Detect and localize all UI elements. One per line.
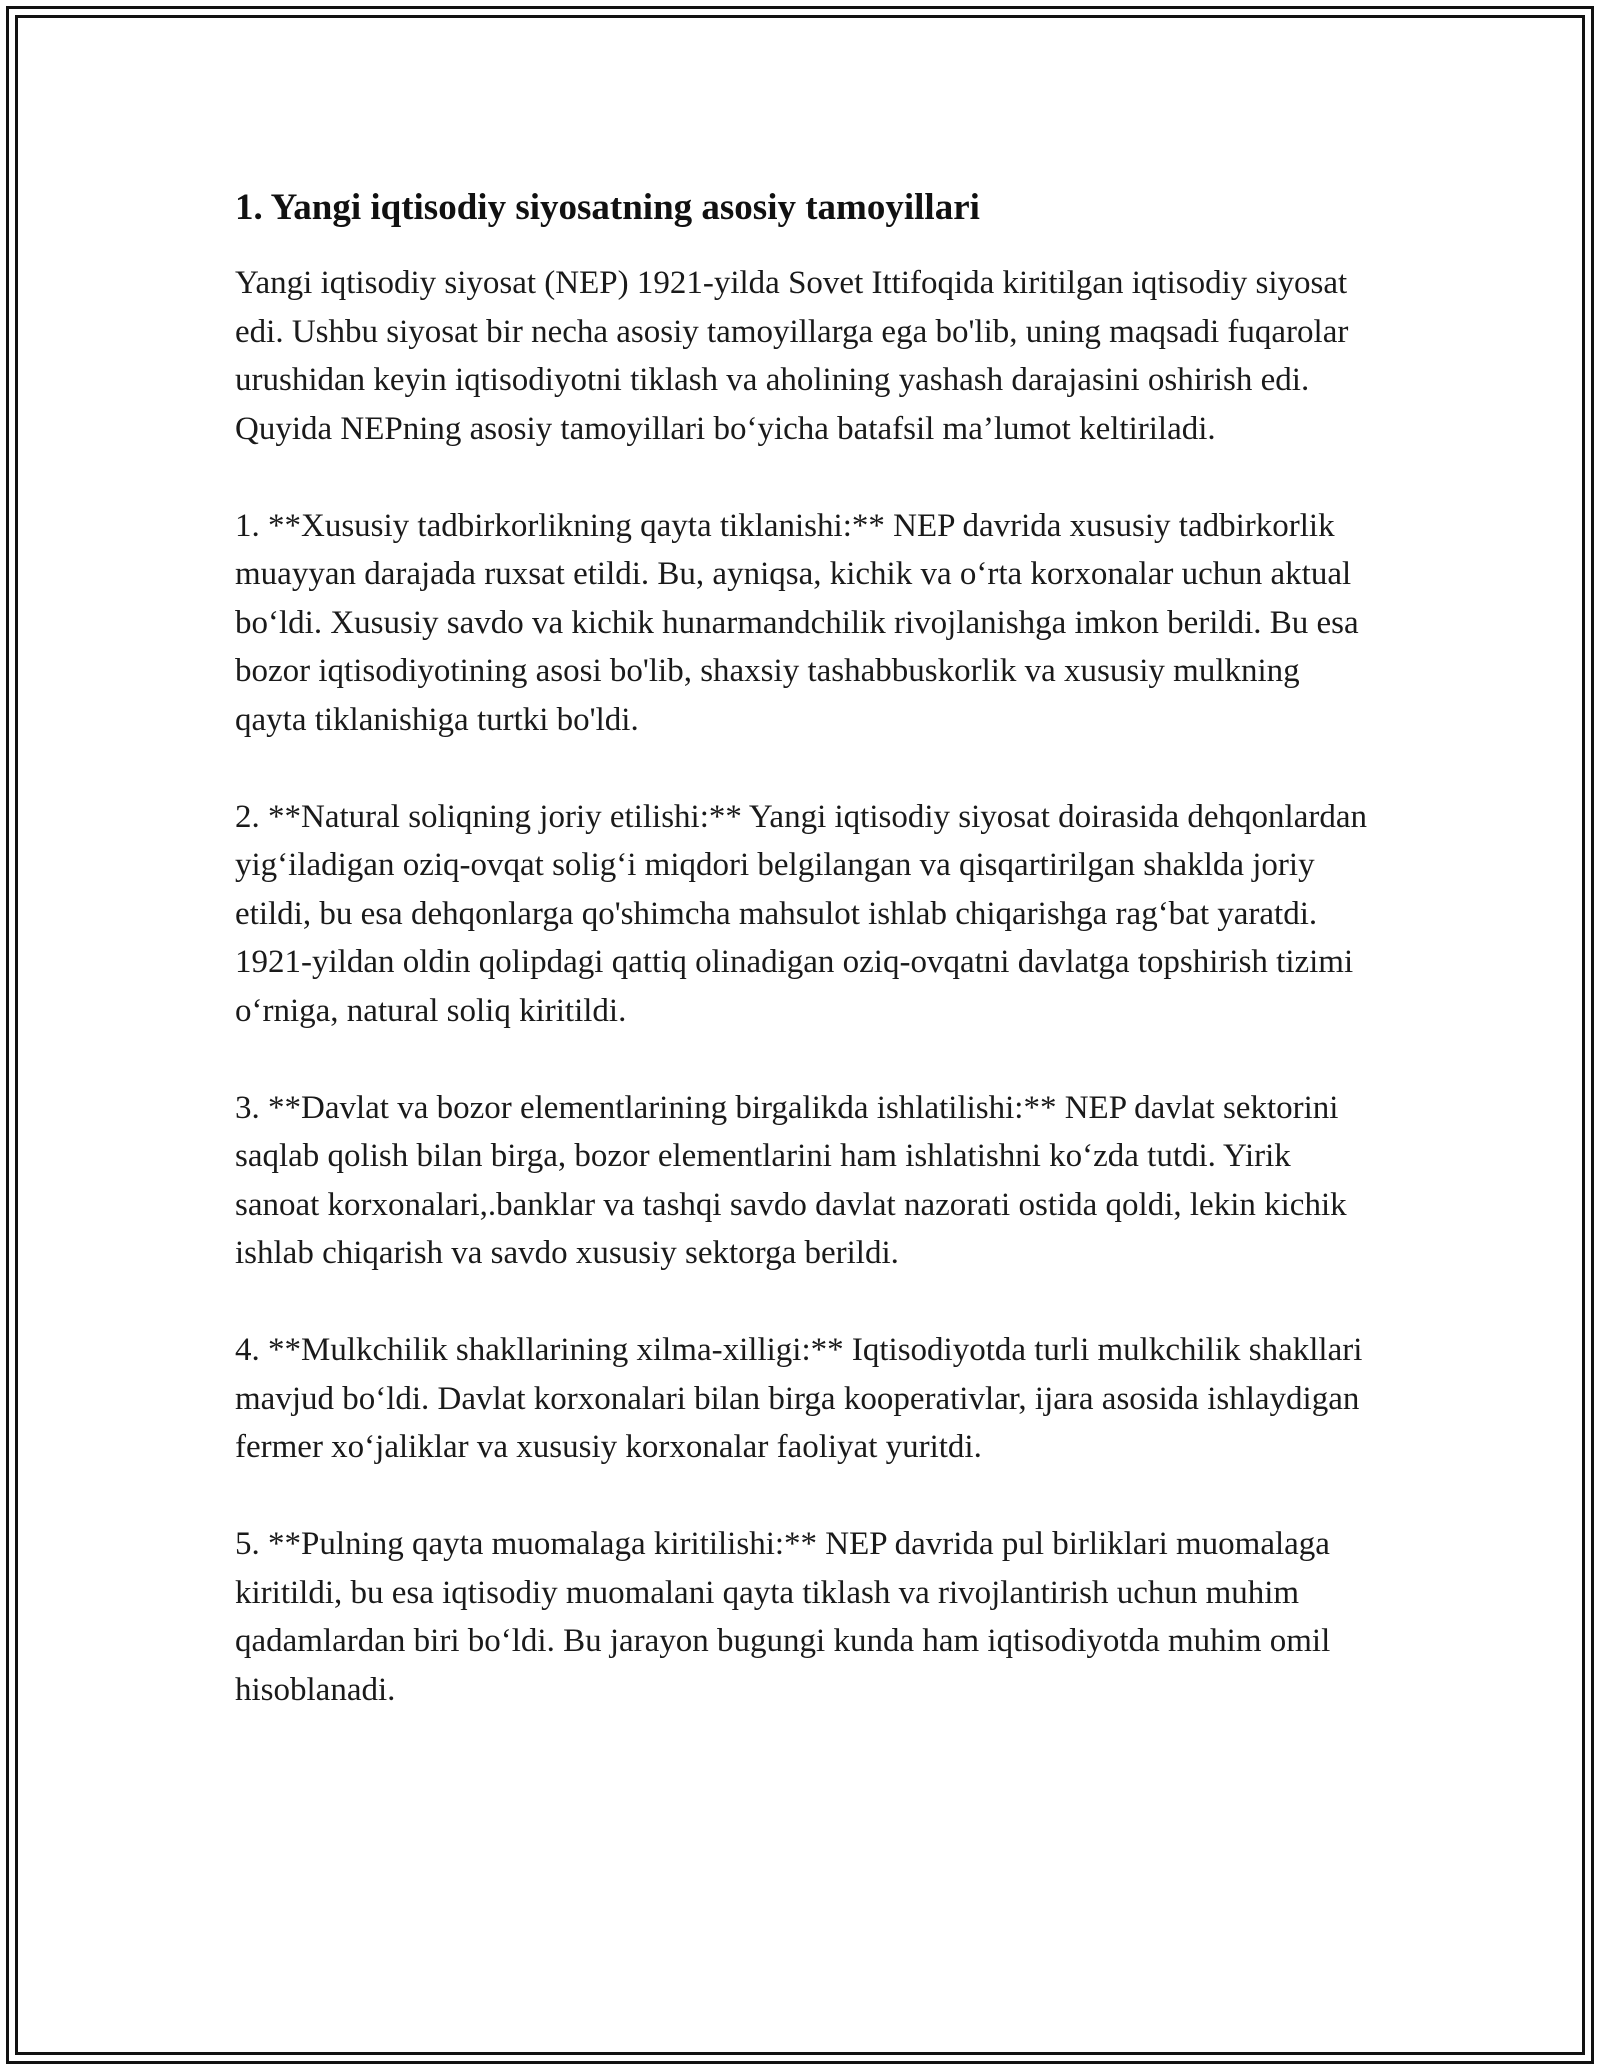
- intro-paragraph: Yangi iqtisodiy siyosat (NEP) 1921-yilda Sovet Ittifoqida kiritilgan iqtisodiy siyosat edi. Ushbu siyosat bir necha asosiy tamoyillarga ega bo'lib, uning maqsadi fuqarolar urushidan keyin iqtisodiyotni tiklash va aholining yashash darajasini oshirish edi. Quyida NEPning asosiy tamoyillari bo‘yicha batafsil ma’lumot keltiriladi.: [235, 265, 1349, 447]
- page-title: 1. Yangi iqtisodiy siyosatning asosiy tamoyillari: [235, 187, 980, 228]
- principle-2-paragraph: 2. **Natural soliqning joriy etilishi:** Yangi iqtisodiy siyosat doirasida dehqonlardan yig‘iladigan oziq-ovqat solig‘i miqdori belgilangan va qisqartirilgan shaklda joriy etildi, bu esa dehqonlarga qo'shimcha mahsulot ishlab chiqarishga rag‘bat yaratdi. 1921-yildan oldin qolipdagi qattiq olinadigan oziq-ovqatni davlatga topshirish tizimi o‘rniga, natural soliq kiritildi.: [235, 798, 1367, 1029]
- principle-3-paragraph: 3. **Davlat va bozor elementlarining birgalikda ishlatilishi:** NEP davlat sektorini saqlab qolish bilan birga, bozor elementlarini ham ishlatishni ko‘zda tutdi. Yirik sanoat korxonalari,.banklar va tashqi savdo davlat nazorati ostida qoldi, lekin kichik ishlab chiqarish va savdo xususiy sektorga berildi.: [235, 1089, 1347, 1271]
- principle-1-paragraph: 1. **Xususiy tadbirkorlikning qayta tiklanishi:** NEP davrida xususiy tadbirkorlik muayyan darajada ruxsat etildi. Bu, ayniqsa, kichik va o‘rta korxonalar uchun aktual bo‘ldi. Xususiy savdo va kichik hunarmandchilik rivojlanishga imkon berildi. Bu esa bozor iqtisodiyotining asosi bo'lib, shaxsiy tashabbuskorlik va xususiy mulkning qayta tiklanishiga turtki bo'ldi.: [235, 507, 1359, 738]
- principle-4-paragraph: 4. **Mulkchilik shakllarining xilma-xilligi:** Iqtisodiyotda turli mulkchilik shakllari mavjud bo‘ldi. Davlat korxonalari bilan birga kooperativlar, ijara asosida ishlaydigan fermer xo‘jaliklar va xususiy korxonalar faoliyat yuritdi.: [235, 1332, 1363, 1465]
- principle-5-paragraph: 5. **Pulning qayta muomalaga kiritilishi:** NEP davrida pul birliklari muomalaga kiritildi, bu esa iqtisodiy muomalani qayta tiklash va rivojlantirish uchun muhim qadamlardan biri bo‘ldi. Bu jarayon bugungi kunda ham iqtisodiyotda muhim omil hisoblanadi.: [235, 1526, 1331, 1708]
- document-body: [235, 184, 1370, 1714]
